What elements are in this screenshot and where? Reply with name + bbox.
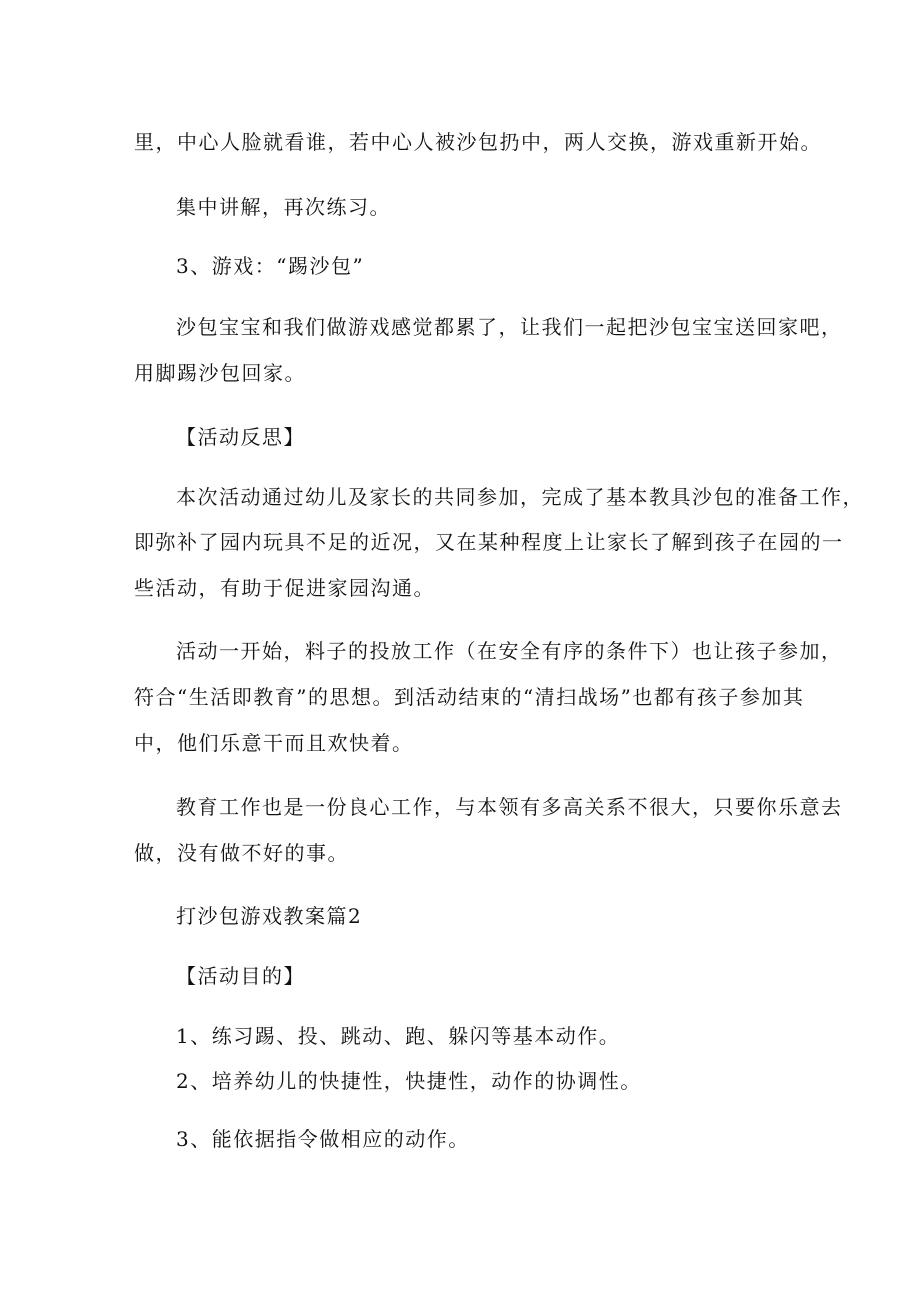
list-item: 2、培养幼儿的快捷性，快捷性，动作的协调性。 (176, 1069, 642, 1093)
paragraph-line: 活动一开始，料子的投放工作（在安全有序的条件下）也让孩子参加， (176, 639, 843, 663)
paragraph-line: 集中讲解，再次练习。 (176, 195, 391, 219)
paragraph-line: 用脚踢沙包回家。 (134, 361, 306, 385)
list-item: 1、练习踢、投、跳动、跑、躲闪等基本动作。 (176, 1024, 621, 1048)
paragraph-line: 沙包宝宝和我们做游戏感觉都累了，让我们一起把沙包宝宝送回家吧， (176, 315, 843, 339)
list-item: 3、能依据指令做相应的动作。 (176, 1127, 470, 1151)
section-heading: 【活动反思】 (176, 425, 305, 449)
paragraph-line: 中，他们乐意干而且欢快着。 (134, 731, 414, 755)
paragraph-line: 符合“生活即教育”的思想。到活动结束的“清扫战场”也都有孩子参加其 (134, 685, 805, 709)
paragraph-line: 即弥补了园内玩具不足的近况，又在某种程度上让家长了解到孩子在园的一 (134, 530, 844, 554)
paragraph-line: 教育工作也是一份良心工作，与本领有多高关系不很大，只要你乐意去 (176, 795, 843, 819)
paragraph-line: 些活动，有助于促进家园沟通。 (134, 576, 435, 600)
paragraph-line: 本次活动通过幼儿及家长的共同参加，完成了基本教具沙包的准备工作， (176, 485, 864, 509)
paragraph-line: 里，中心人脸就看谁，若中心人被沙包扔中，两人交换，游戏重新开始。 (134, 130, 822, 154)
section-title: 打沙包游戏教案篇2 (176, 904, 363, 928)
section-heading: 3、游戏：“踢沙包” (176, 254, 365, 278)
section-heading: 【活动目的】 (176, 964, 305, 988)
paragraph-line: 做，没有做不好的事。 (134, 841, 349, 865)
